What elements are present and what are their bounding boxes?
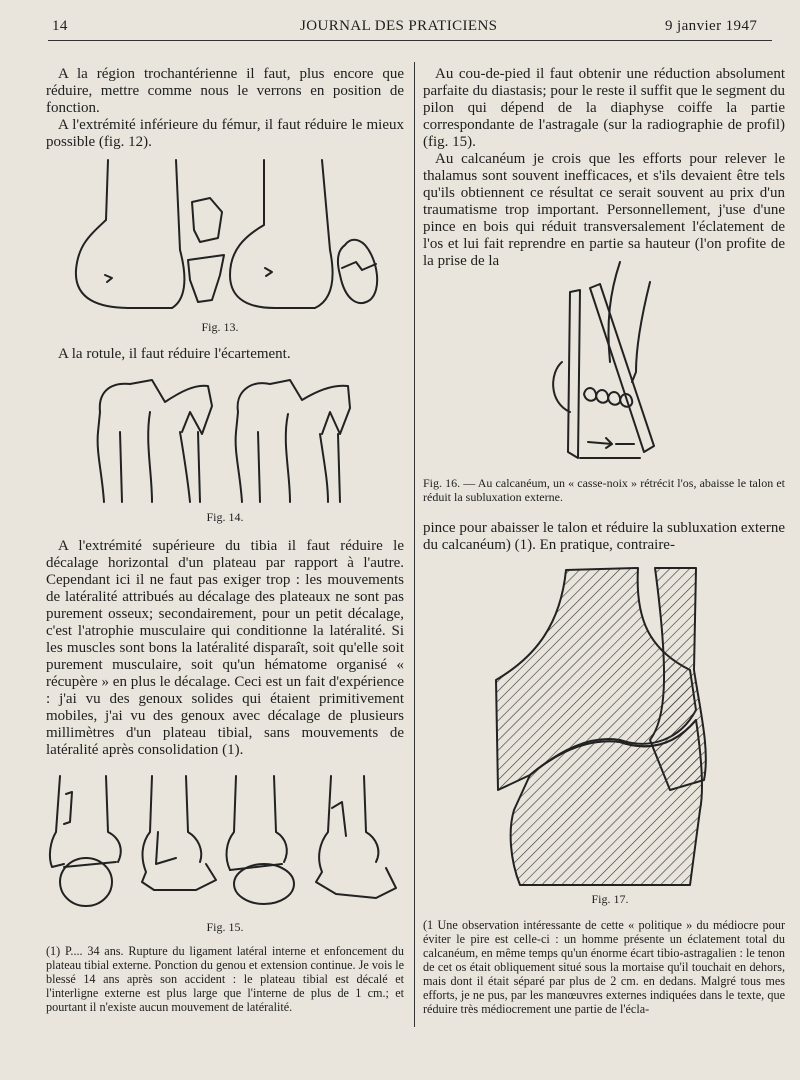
figure-13-caption: Fig. 13. <box>201 320 239 334</box>
right-continuation <box>423 520 785 554</box>
issue-date: 9 janvier 1947 <box>665 18 758 34</box>
paragraph: pince pour abaisser le talon et réduire la subluxation externe du calcanéum) (1). En pratique, contraire- <box>423 520 785 553</box>
right-intro <box>423 66 785 270</box>
figure-14-drawing <box>90 372 360 508</box>
figure-17-caption: Fig. 17. <box>591 892 629 906</box>
paragraph: Au cou-de-pied il faut obtenir une réduction absolument parfaite du diastasis; pour le reste il suffit que le segment du pilon qui dépend de la diaphyse coiffe la partie correspondante de l'astragale (sur la radiographie de profil) (fig. 15). <box>423 66 785 150</box>
figure-13-drawing <box>60 150 390 320</box>
header-rule <box>48 40 772 41</box>
left-intro <box>46 66 404 151</box>
figure-16-caption: Fig. 16. — Au calcanéum, un « casse-noix » rétrécit l'os, abaisse le talon et réduit la subluxation externe. <box>423 476 785 504</box>
paragraph: Au calcanéum je crois que les efforts pour relever le thalamus sont souvent inefficaces, et s'ils devaient être tels qu'ils obtiennent ce résultat ce serait souvent au prix d'un traumatisme trop important. Personnellement, j'use d'une pince en bois qui réduit transversalement l'éclatement de l'os et lui fait reprendre en partie sa hauteur (l'on profite de la prise de la <box>423 151 785 269</box>
paragraph: A la région trochantérienne il faut, plus encore que réduire, mettre comme nous le verrons en position de fonction. <box>46 66 404 116</box>
figure-14-caption: Fig. 14. <box>206 510 244 524</box>
figure-15-caption: Fig. 15. <box>206 920 244 934</box>
journal-title: JOURNAL DES PRATICIENS <box>300 18 498 34</box>
left-footnote: (1) P.... 34 ans. Rupture du ligament latéral interne et enfoncement du plateau tibial externe. Ponction du genou et extension continue. Je vois le blessé 14 ans après son accident : le plateau tibial est décalé et l'interligne externe est plus large que l'interne de plus de 1 cm.; et pourtant il n'existe aucun mouvement de latéralité. <box>46 944 404 1014</box>
left-rotule <box>46 346 404 363</box>
paragraph: A l'extrémité inférieure du fémur, il faut réduire le mieux possible (fig. 12). <box>46 117 404 150</box>
figure-15-drawing <box>46 772 406 912</box>
paragraph: A l'extrémité supérieure du tibia il faut réduire le décalage horizontal d'un plateau par rapport à l'autre. Cependant ici il ne faut pas exiger trop : les mouvements de latéralité attribués au décalage des plateaux ne sont pas purement osseux; secondairement, pour un petit décalage, c'est l'atrophie musculaire qui conditionne la latéralité. Si les muscles sont bons la latéralité disparaît, soit qu'elle soit purement musculaire, soit qu'un hématome organisé « récupère » en plus le décalage. Ceci est un fait d'expérience : j'ai vu des genoux solides qui étaient primitivement mobiles, j'ai vu des genoux avec décalage de plusieurs millimètres d'un plateau tibial, sans mouvements de latéralité après consolidation (1). <box>46 538 404 758</box>
left-tibia <box>46 538 404 759</box>
figure-16-drawing <box>540 262 680 472</box>
figure-17-drawing <box>490 560 730 890</box>
right-footnote: (1 Une observation intéressante de cette « politique » du médiocre pour éviter le pire est celle-ci : un homme présente un éclatement total du calcanéum, en même temps qu'un énorme écart tibio-astragalien : le tenon de cet os était obliquement situé sous la mortaise qu'il touchait en dehors, mais dont il était séparé par plus de 2 cm. en dedans. Malgré tous mes efforts, je ne pus, par les manœuvres externes indiquées dans le texte, que réduire très médiocrement une partie de l'écla- <box>423 918 785 1016</box>
paragraph: A la rotule, il faut réduire l'écartement. <box>58 346 291 362</box>
page-number: 14 <box>52 18 68 34</box>
column-divider <box>414 62 415 1027</box>
